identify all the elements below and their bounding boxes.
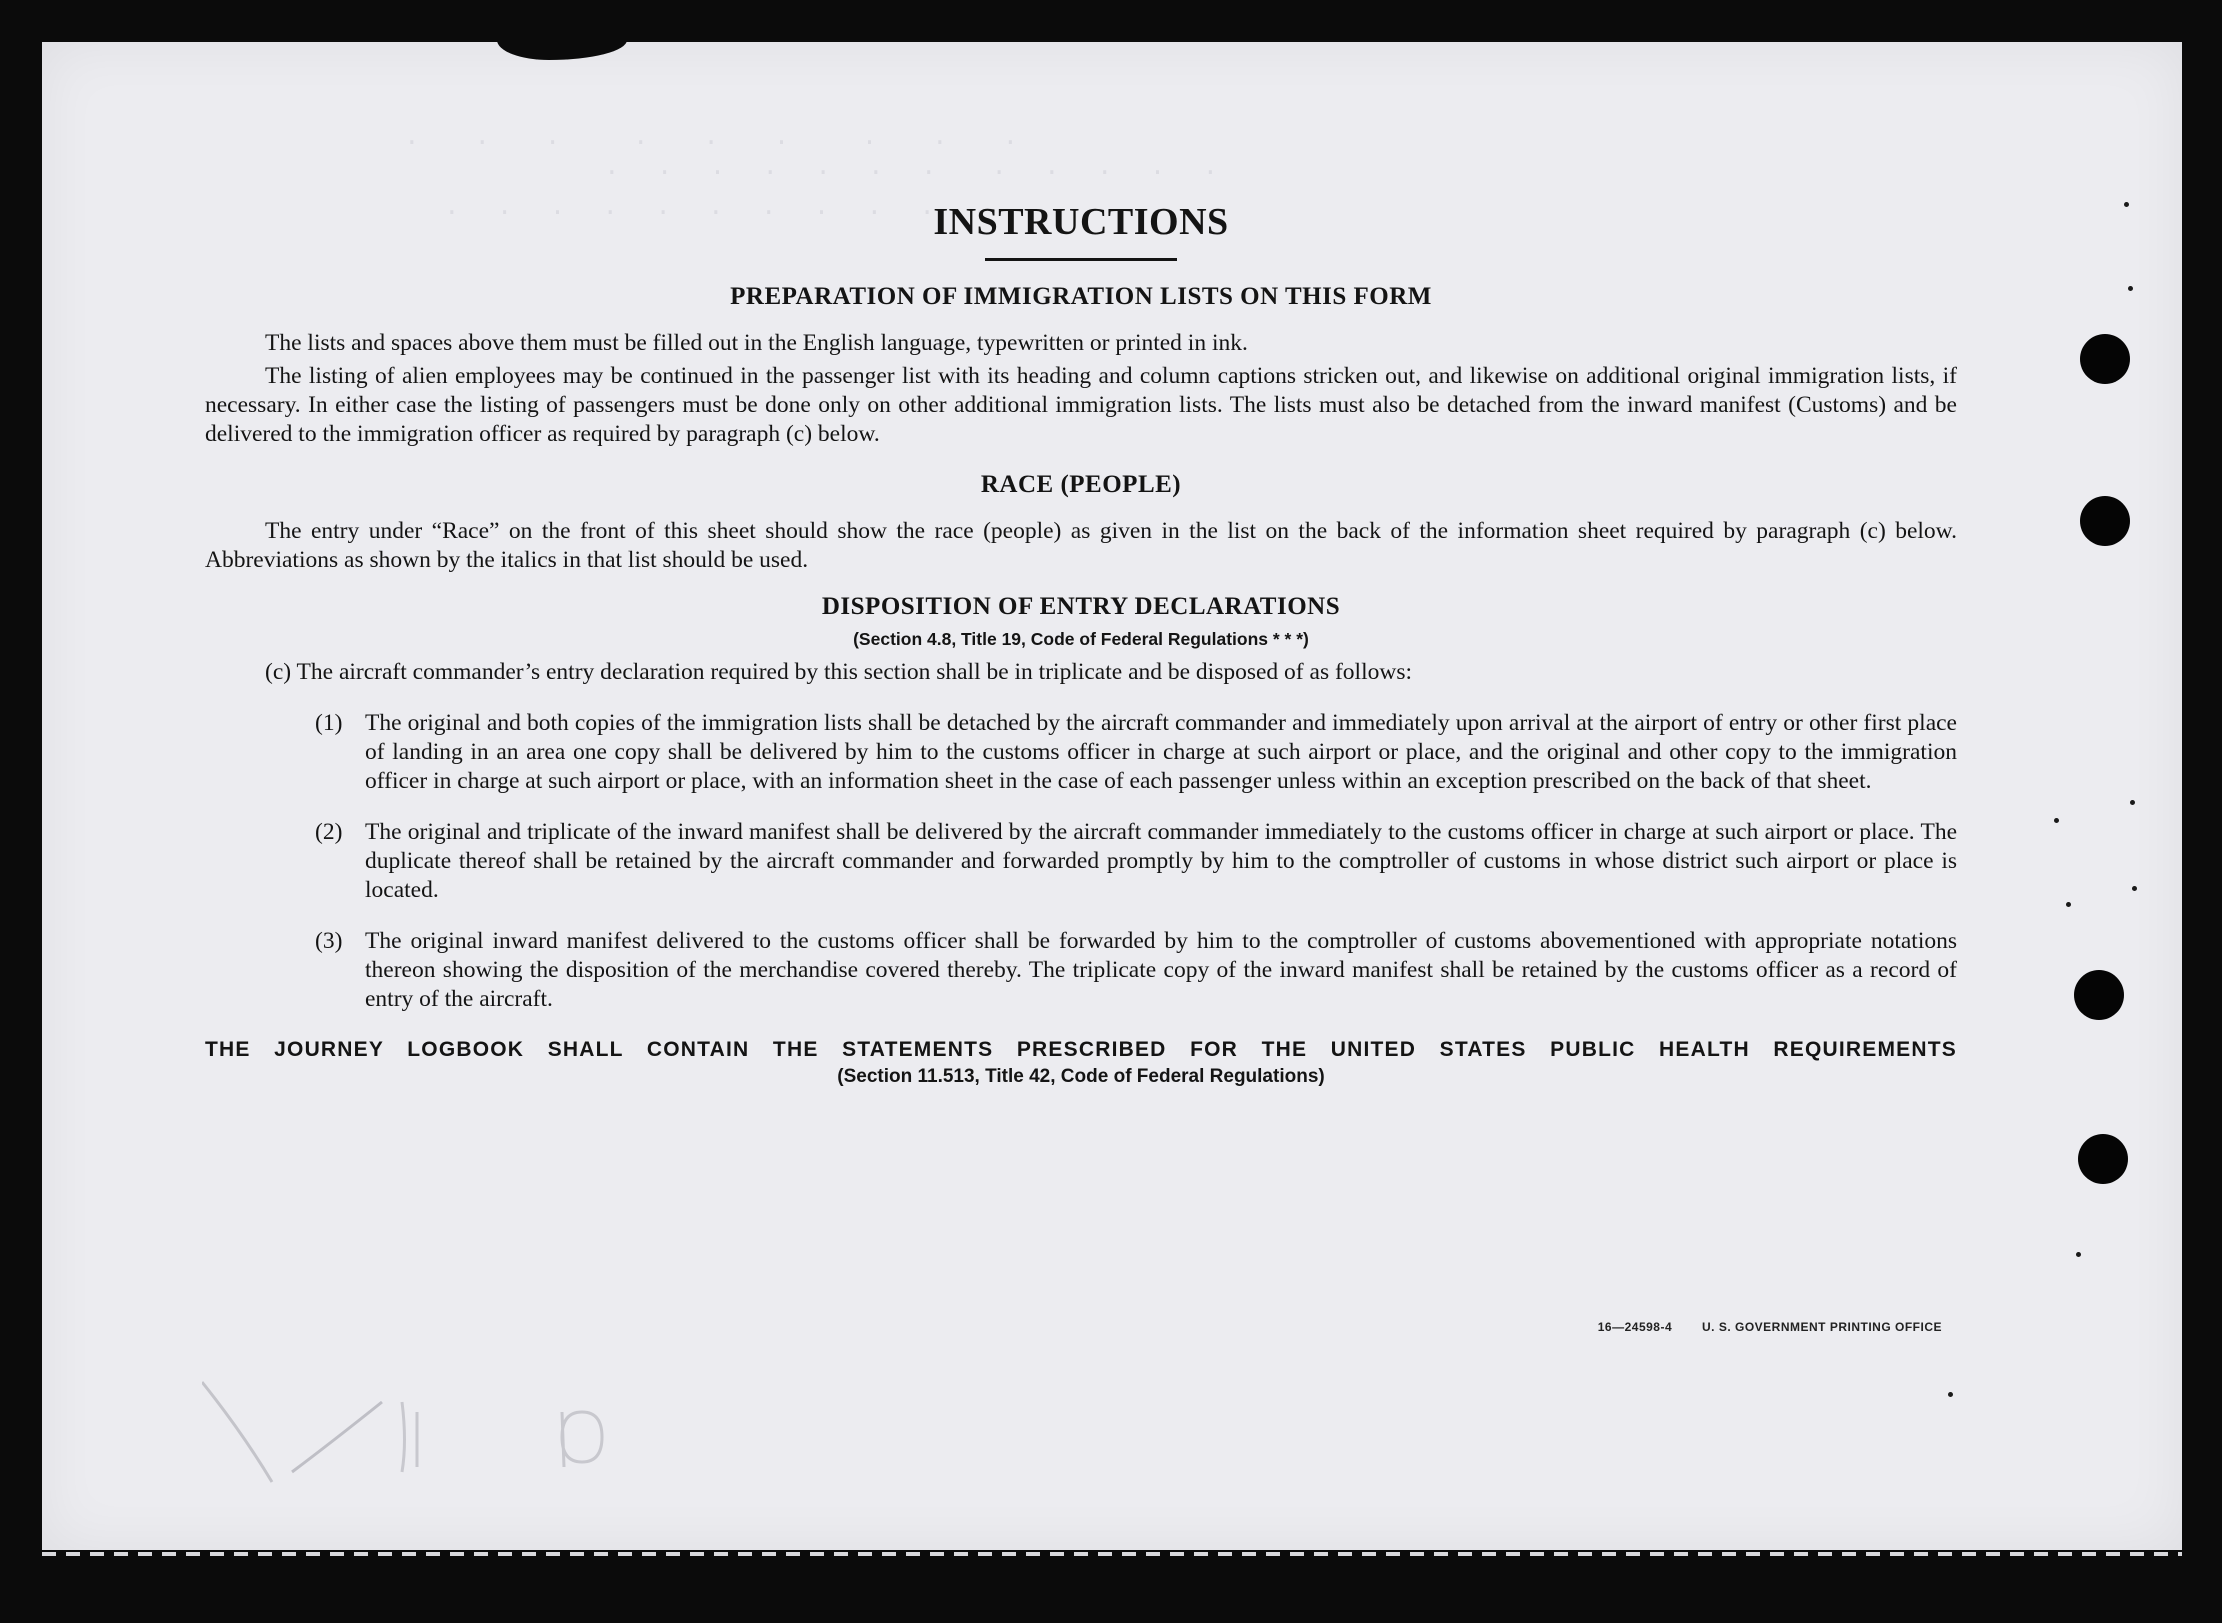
form-number: 16—24598-4	[1597, 1320, 1673, 1334]
item-number: (2)	[315, 819, 343, 845]
list-item	[315, 709, 1957, 796]
bleed-through-text: . . . . . . . . . . .	[442, 192, 988, 222]
handwritten-scribble	[202, 1372, 722, 1492]
printer-name: U. S. GOVERNMENT PRINTING OFFICE	[1701, 1320, 1942, 1334]
footer-citation: (Section 11.513, Title 42, Code of Federal Regulations)	[837, 1066, 1325, 1087]
punch-hole	[2074, 970, 2124, 1020]
section-heading: PREPARATION OF IMMIGRATION LISTS ON THIS FORM	[730, 283, 1432, 310]
paragraph: The lists and spaces above them must be filled out in the English language, typewritten or printed in ink.	[265, 330, 1248, 356]
speck	[2130, 800, 2135, 805]
punch-hole	[2078, 1134, 2128, 1184]
punch-hole	[2080, 496, 2130, 546]
speck	[2124, 202, 2129, 207]
numbered-list	[315, 709, 1957, 1014]
item-number: (1)	[315, 710, 343, 736]
paragraph: The entry under “Race” on the front of this sheet should show the race (people) as given in the list on the back of the information sheet required by paragraph (c) below. Abbreviations as shown by the italics in that list should be used.	[205, 518, 1957, 573]
paragraph: The listing of alien employees may be continued in the passenger list with its heading and column captions stricken out, and likewise on additional original immigration lists, if necessary. In either case the listing of passengers must be done only on other additional immigration lists. The lists must also be detached from the inward manifest (Customs) and be delivered to the immigration officer as required by paragraph (c) below.	[205, 363, 1957, 447]
punch-hole	[2080, 334, 2130, 384]
bleed-through-text: . . . . . . . . . . . .	[602, 152, 1219, 182]
speck	[2128, 286, 2133, 291]
speck	[2076, 1252, 2081, 1257]
list-item	[315, 927, 1957, 1014]
section-heading: DISPOSITION OF ENTRY DECLARATIONS	[821, 593, 1341, 620]
section-heading: RACE (PEOPLE)	[980, 471, 1182, 498]
instructions-content	[205, 200, 1957, 1088]
speck	[2132, 886, 2137, 891]
section-citation: (Section 4.8, Title 19, Code of Federal Regulations * * *)	[853, 629, 1309, 649]
torn-edge	[497, 40, 627, 60]
bleed-through-text: . . . . . . . . .	[402, 122, 1019, 152]
title-underline	[985, 258, 1177, 261]
printer-imprint	[1598, 1320, 1942, 1334]
speck	[1948, 1392, 1953, 1397]
list-item	[315, 818, 1957, 905]
speck	[2066, 902, 2071, 907]
section-body	[205, 517, 1957, 575]
perforated-edge	[42, 1552, 2182, 1556]
item-number: (3)	[315, 928, 343, 954]
page-title: INSTRUCTIONS	[933, 201, 1229, 243]
item-text: The original and triplicate of the inward manifest shall be delivered by the aircraft commander immediately to the customs officer in charge at such airport or place. The duplicate thereof shall be retained by the aircraft commander and forwarded promptly by him to the comptroller of customs in whose district such airport or place is located.	[365, 819, 1957, 903]
speck	[2054, 818, 2059, 823]
item-text: The original inward manifest delivered to the customs officer shall be forwarded by him to the comptroller of customs abovementioned with appropriate notations thereon showing the disposition of the merchandise covered thereby. The triplicate copy of the inward manifest shall be retained by the customs officer as a record of entry of the aircraft.	[365, 928, 1957, 1012]
clause-c: (c) The aircraft commander’s entry declaration required by this section shall be in triplicate and be disposed of as follows:	[265, 659, 1412, 685]
footer-heading: THE JOURNEY LOGBOOK SHALL CONTAIN THE STATEMENTS PRESCRIBED FOR THE UNITED STATES PUBLIC HEALTH REQUIREMENTS	[205, 1038, 1957, 1061]
item-text: The original and both copies of the immigration lists shall be detached by the aircraft commander and immediately upon arrival at the airport of entry or other first place of landing in an area one copy shall be delivered by him to the customs officer in charge at such airport or place, and the original and other copy to the immigration officer in charge at such airport or place, with an information sheet in the case of each passenger unless within an exception prescribed on the back of that sheet.	[365, 710, 1957, 794]
section-body	[205, 329, 1957, 449]
